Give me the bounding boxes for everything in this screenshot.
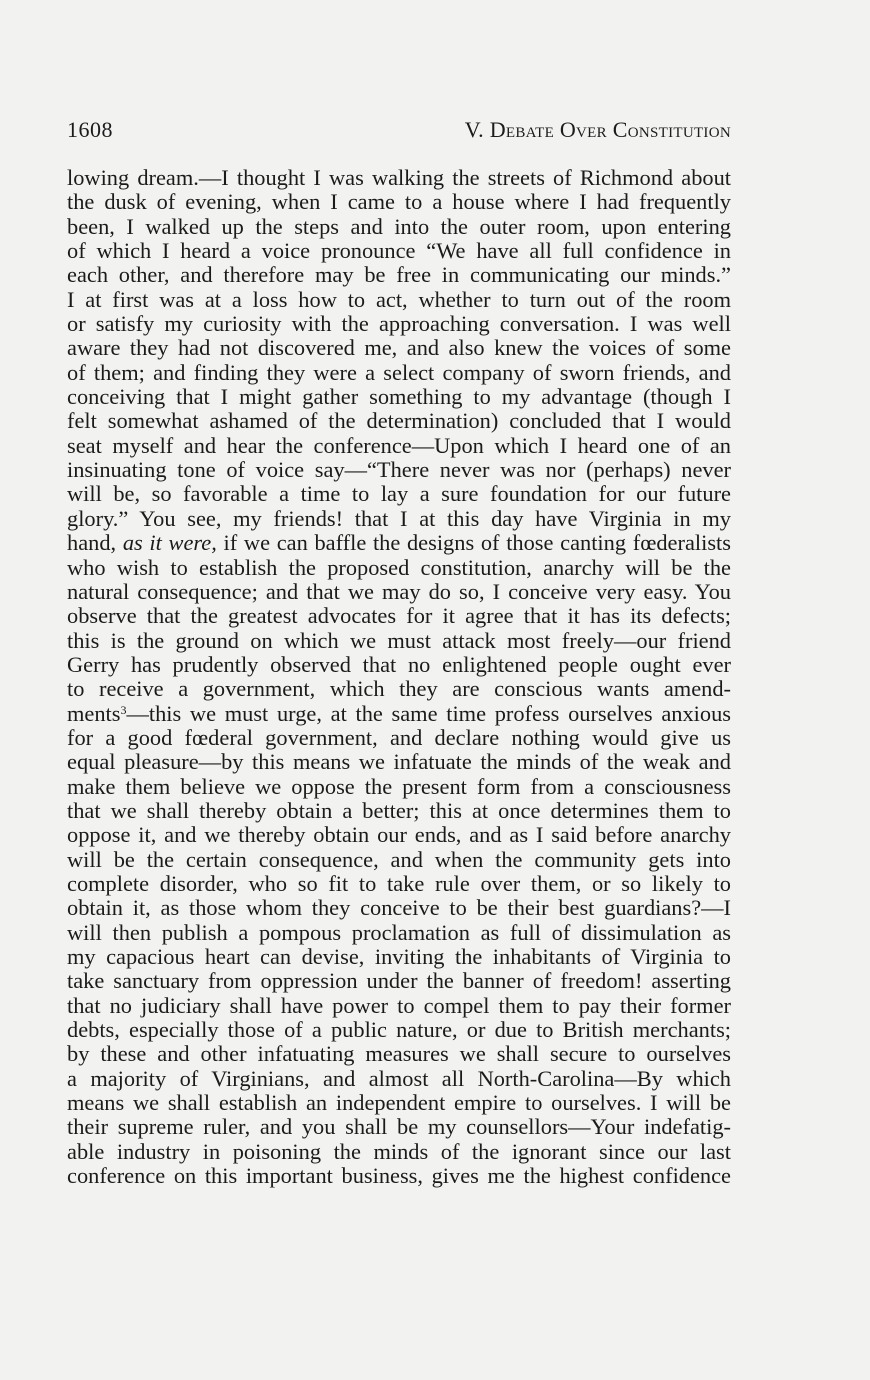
text-line: obtain it, as those whom they conceive to be their best guardians?—I	[67, 895, 731, 921]
text-line: to receive a government, which they are conscious wants amend-	[67, 676, 731, 702]
text-line: insinuating tone of voice say—“There never was nor (perhaps) never	[67, 457, 731, 483]
body-text	[67, 166, 731, 1188]
text-line	[67, 702, 731, 726]
text-line: I at first was at a loss how to act, whether to turn out of the room	[67, 286, 731, 312]
text-line: a majority of Virginians, and almost all North-Carolina—By which	[67, 1065, 731, 1091]
text-line: oppose it, and we thereby obtain our ends, and as I said before anarchy	[67, 822, 731, 848]
text-line: or satisfy my curiosity with the approaching conversation. I was well	[67, 311, 731, 337]
text-line: felt somewhat ashamed of the determination) concluded that I would	[67, 408, 731, 434]
text-line: will then publish a pompous proclamation as full of dissimulation as	[67, 919, 731, 945]
text-line: make them believe we oppose the present form from a consciousness	[67, 773, 731, 799]
text-segment: hand,	[67, 530, 123, 556]
text-line: conference on this important business, gives me the highest confidence	[67, 1163, 731, 1189]
text-line: the dusk of evening, when I came to a house where I had frequently	[67, 189, 731, 215]
italic-phrase: as it were,	[122, 530, 217, 556]
text-line: debts, especially those of a public nature, or due to British merchants;	[67, 1017, 731, 1043]
text-line: seat myself and hear the conference—Upon which I heard one of an	[67, 432, 731, 458]
text-line: equal pleasure—by this means we infatuate the minds of the weak and	[67, 749, 731, 775]
text-line: observe that the greatest advocates for it agree that it has its defects;	[67, 603, 731, 629]
text-line: of them; and finding they were a select company of sworn friends, and	[67, 359, 731, 385]
footnote-reference: 3	[120, 702, 127, 717]
text-line: lowing dream.—I thought I was walking the streets of Richmond about	[67, 165, 731, 190]
running-head	[67, 117, 731, 147]
text-line: of which I heard a voice pronounce “We have all full confidence in	[67, 238, 731, 264]
text-line: this is the ground on which we must attack most freely—our friend	[67, 627, 731, 653]
text-line: natural consequence; and that we may do so, I conceive very easy. You	[67, 578, 731, 604]
text-line: for a good fœderal government, and declare nothing would give us	[67, 724, 731, 750]
section-title: V. Debate Over Constitution	[464, 117, 731, 142]
text-segment: if we can baffle the designs of those canting fœderalists	[216, 530, 731, 556]
text-line: will be, so favorable a time to lay a sure foundation for our future	[67, 481, 731, 507]
text-line: that no judiciary shall have power to compel them to pay their former	[67, 992, 731, 1018]
text-line: take sanctuary from oppression under the banner of freedom! asserting	[67, 968, 731, 994]
text-line: who wish to establish the proposed constitution, anarchy will be the	[67, 554, 731, 580]
text-line: complete disorder, who so fit to take rule over them, or so likely to	[67, 870, 731, 896]
text-line: Gerry has prudently observed that no enlightened people ought ever	[67, 651, 731, 677]
text-line: that we shall thereby obtain a better; this at once determines them to	[67, 797, 731, 823]
text-line: means we shall establish an independent empire to ourselves. I will be	[67, 1090, 731, 1116]
text-line: glory.” You see, my friends! that I at this day have Virginia in my	[67, 505, 731, 531]
text-line	[67, 531, 731, 555]
page-number: 1608	[67, 117, 113, 142]
text-segment: ments	[67, 700, 121, 726]
text-line: by these and other infatuating measures we shall secure to ourselves	[67, 1041, 731, 1067]
text-line: conceiving that I might gather something to my advantage (though I	[67, 384, 731, 410]
text-line: able industry in poisoning the minds of the ignorant since our last	[67, 1138, 731, 1164]
text-line: aware they had not discovered me, and also knew the voices of some	[67, 335, 731, 361]
text-line: their supreme ruler, and you shall be my counsellors—Your indefatig-	[67, 1114, 731, 1140]
text-line: each other, and therefore may be free in communicating our minds.”	[67, 262, 731, 288]
text-line: will be the certain consequence, and when the community gets into	[67, 846, 731, 872]
text-line: my capacious heart can devise, inviting the inhabitants of Virginia to	[67, 944, 731, 969]
text-line: been, I walked up the steps and into the outer room, upon entering	[67, 213, 731, 239]
text-segment: —this we must urge, at the same time profess ourselves anxious	[126, 700, 731, 726]
